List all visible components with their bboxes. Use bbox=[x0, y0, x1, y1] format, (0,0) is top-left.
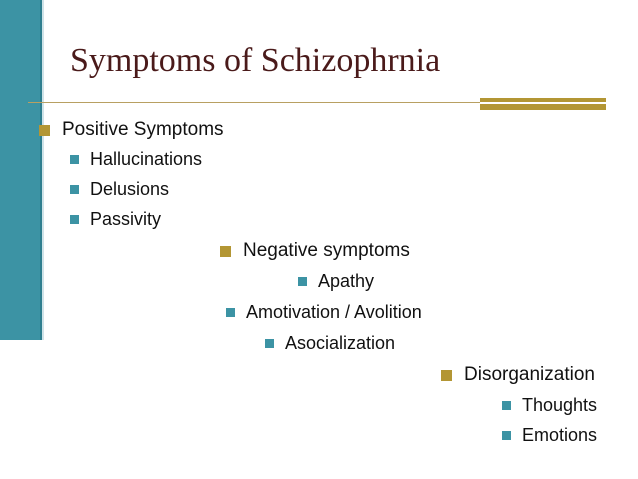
bullet-text: Hallucinations bbox=[90, 149, 203, 169]
bullet-negative-symptoms bbox=[220, 240, 410, 262]
left-accent-bar bbox=[0, 0, 42, 340]
bullet-asocialization bbox=[265, 333, 395, 354]
square-bullet-icon bbox=[39, 125, 50, 136]
bullet-text: Positive Symptoms bbox=[62, 119, 224, 140]
slide-title: Symptoms of Schizophrnia bbox=[70, 42, 441, 79]
bullet-text: Thoughts bbox=[522, 395, 598, 415]
bullet-text: Passivity bbox=[90, 209, 162, 229]
bullet-amotivation-avolition bbox=[226, 302, 422, 323]
bullet-text: Amotivation / Avolition bbox=[246, 302, 422, 322]
bullet-delusions bbox=[70, 179, 169, 200]
square-bullet-icon bbox=[441, 370, 452, 381]
bullet-text: Asocialization bbox=[285, 333, 396, 353]
bullet-disorganization bbox=[441, 364, 595, 386]
title-divider-line bbox=[28, 102, 480, 103]
square-bullet-icon bbox=[70, 185, 79, 194]
square-bullet-icon bbox=[265, 339, 274, 348]
square-bullet-icon bbox=[226, 308, 235, 317]
bullet-apathy bbox=[298, 271, 374, 292]
square-bullet-icon bbox=[298, 277, 307, 286]
bullet-positive-symptoms bbox=[39, 119, 224, 141]
square-bullet-icon bbox=[502, 401, 511, 410]
bullet-hallucinations bbox=[70, 149, 202, 170]
bullet-thoughts bbox=[502, 395, 597, 416]
left-accent-bar-edge bbox=[42, 0, 44, 340]
square-bullet-icon bbox=[70, 155, 79, 164]
square-bullet-icon bbox=[70, 215, 79, 224]
bullet-text: Negative symptoms bbox=[243, 240, 410, 261]
square-bullet-icon bbox=[502, 431, 511, 440]
title-divider-gold-bars bbox=[480, 98, 606, 110]
bullet-text: Emotions bbox=[522, 425, 598, 445]
bullet-text: Disorganization bbox=[464, 364, 595, 385]
bullet-text: Apathy bbox=[318, 271, 375, 291]
bullet-emotions bbox=[502, 425, 597, 446]
bullet-passivity bbox=[70, 209, 161, 230]
square-bullet-icon bbox=[220, 246, 231, 257]
bullet-text: Delusions bbox=[90, 179, 170, 199]
